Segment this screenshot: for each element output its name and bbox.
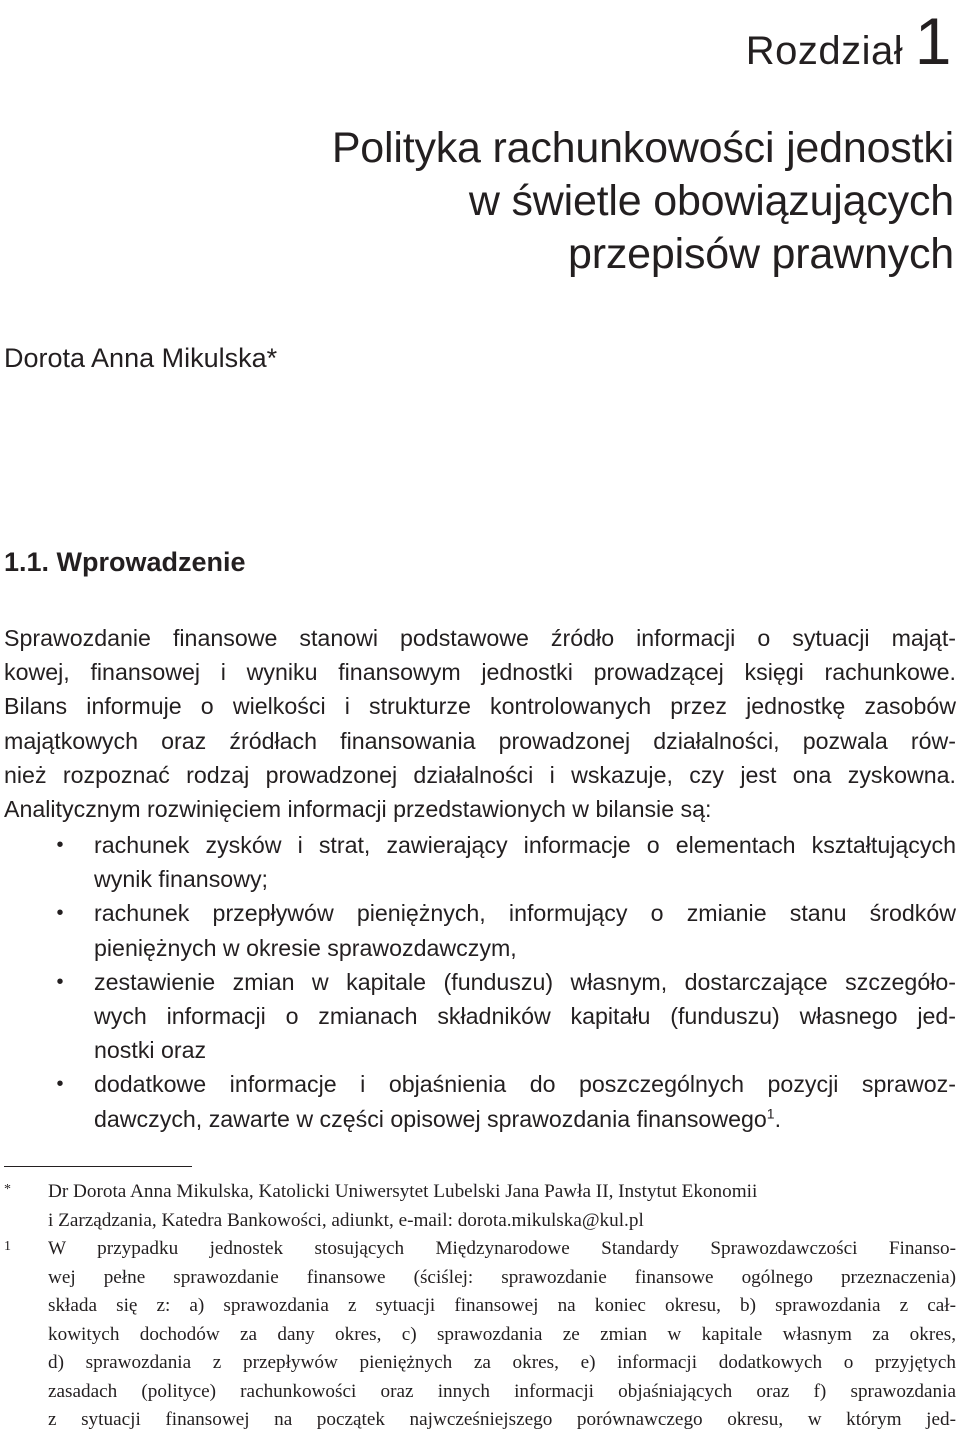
- paragraph-line: majątkowych oraz źródłach finansowania prowadzonej działalności, pozwala rów-: [4, 727, 956, 754]
- footnote-mark: 1: [4, 1239, 11, 1254]
- bullet-item: [4, 965, 956, 1068]
- bullet-item: [4, 1067, 956, 1135]
- footnote-line: d) sprawozdania z przepływów pieniężnych za okres, e) informacji dodatkowych o przyjętych: [48, 1352, 956, 1373]
- footnote-line: składa się z: a) sprawozdania z sytuacji finansowej na koniec okresu, b) sprawozdania z cał-: [48, 1295, 956, 1316]
- bullet-icon: •: [56, 1073, 64, 1096]
- bullet-list: [4, 828, 956, 1136]
- chapter-title: [54, 122, 954, 281]
- chapter-title-line: Polityka rachunkowości jednostki: [331, 124, 954, 172]
- paragraph-line: Sprawozdanie finansowe stanowi podstawowe źródło informacji o sytuacji mająt-: [4, 625, 956, 651]
- chapter-number: 1: [914, 4, 952, 78]
- section-heading: 1.1. Wprowadzenie: [4, 547, 246, 577]
- chapter-word: Rozdział: [745, 29, 904, 73]
- bullet-icon: •: [56, 834, 64, 856]
- bullet-line: wych informacji o zmianach składników kapitału (funduszu) własnego jed-: [94, 1003, 956, 1030]
- bullet-line: rachunek przepływów pieniężnych, informujący o zmianie stanu środków: [94, 900, 956, 927]
- footnotes: [4, 1178, 956, 1435]
- bullet-line-tail: .: [774, 1105, 782, 1132]
- footnote-text: [48, 1178, 956, 1235]
- bullet-line: zestawienie zmian w kapitale (funduszu) własnym, dostarczające szczegóło-: [94, 968, 956, 995]
- paragraph-line: nież rozpoznać rodzaj prowadzonej działalności i wskazuje, czy jest ona zyskowna.: [4, 761, 956, 788]
- footnote-line: kowitych dochodów za dany okres, c) sprawozdania ze zmian w kapitale własnym za okres,: [48, 1323, 956, 1345]
- footnote-line: i Zarządzania, Katedra Bankowości, adiunkt, e-mail: dorota.mikulska@kul.pl: [48, 1209, 644, 1231]
- footnote-author: [4, 1178, 956, 1235]
- paragraph-line: Analitycznym rozwinięciem informacji przedstawionych w bilansie są:: [4, 796, 712, 823]
- footnote-line: zasadach (polityce) rachunkowości oraz innych informacji objaśniających oraz f) sprawozdania: [48, 1380, 956, 1402]
- author-name: Dorota Anna Mikulska*: [4, 343, 278, 373]
- chapter-label: [746, 6, 952, 86]
- footnote-1: [4, 1235, 956, 1435]
- bullet-icon: •: [56, 902, 64, 925]
- chapter-title-line: przepisów prawnych: [568, 230, 954, 278]
- bullet-line-last: [94, 1102, 956, 1136]
- bullet-line: nostki oraz: [94, 1037, 207, 1064]
- paragraph-line: Bilans informuje o wielkości i strukturze kontrolowanych przez jednostkę zasobów: [4, 693, 956, 720]
- bullet-item: [4, 896, 956, 964]
- bullet-line: wynik finansowy;: [94, 866, 268, 893]
- bullet-item: [4, 828, 956, 896]
- chapter-title-line: w świetle obowiązujących: [468, 177, 954, 225]
- paragraph-line: kowej, finansowej i wyniku finansowym jednostki prowadzącej księgi rachunkowe.: [4, 659, 956, 686]
- bullet-line-text: dawczych, zawarte w części opisowej sprawozdania finansowego: [94, 1105, 767, 1132]
- footnote-mark: *: [4, 1182, 11, 1197]
- footnote-line: wej pełne sprawozdanie finansowe (ściślej: sprawozdanie finansowe ogólnego przeznaczenia): [48, 1266, 956, 1288]
- bullet-line: rachunek zysków i strat, zawierający informacje o elementach kształtujących: [94, 832, 956, 858]
- footnote-line: Dr Dorota Anna Mikulska, Katolicki Uniwersytet Lubelski Jana Pawła II, Instytut Ekonomii: [48, 1181, 758, 1202]
- footnote-text: [48, 1235, 956, 1435]
- body-paragraph: [4, 621, 956, 826]
- footnote-divider: [4, 1166, 192, 1167]
- footnote-line: z sytuacji finansowej na początek najwcześniejszego porównawczego okresu, w którym jed-: [48, 1409, 956, 1430]
- bullet-line: pieniężnych w okresie sprawozdawczym,: [94, 934, 517, 961]
- footnote-reference[interactable]: 1: [766, 1104, 775, 1121]
- bullet-icon: •: [56, 970, 64, 993]
- bullet-line: dodatkowe informacje i objaśnienia do poszczególnych pozycji sprawoz-: [94, 1071, 956, 1098]
- footnote-line: W przypadku jednostek stosujących Międzynarodowe Standardy Sprawozdawczości Finanso-: [48, 1238, 956, 1259]
